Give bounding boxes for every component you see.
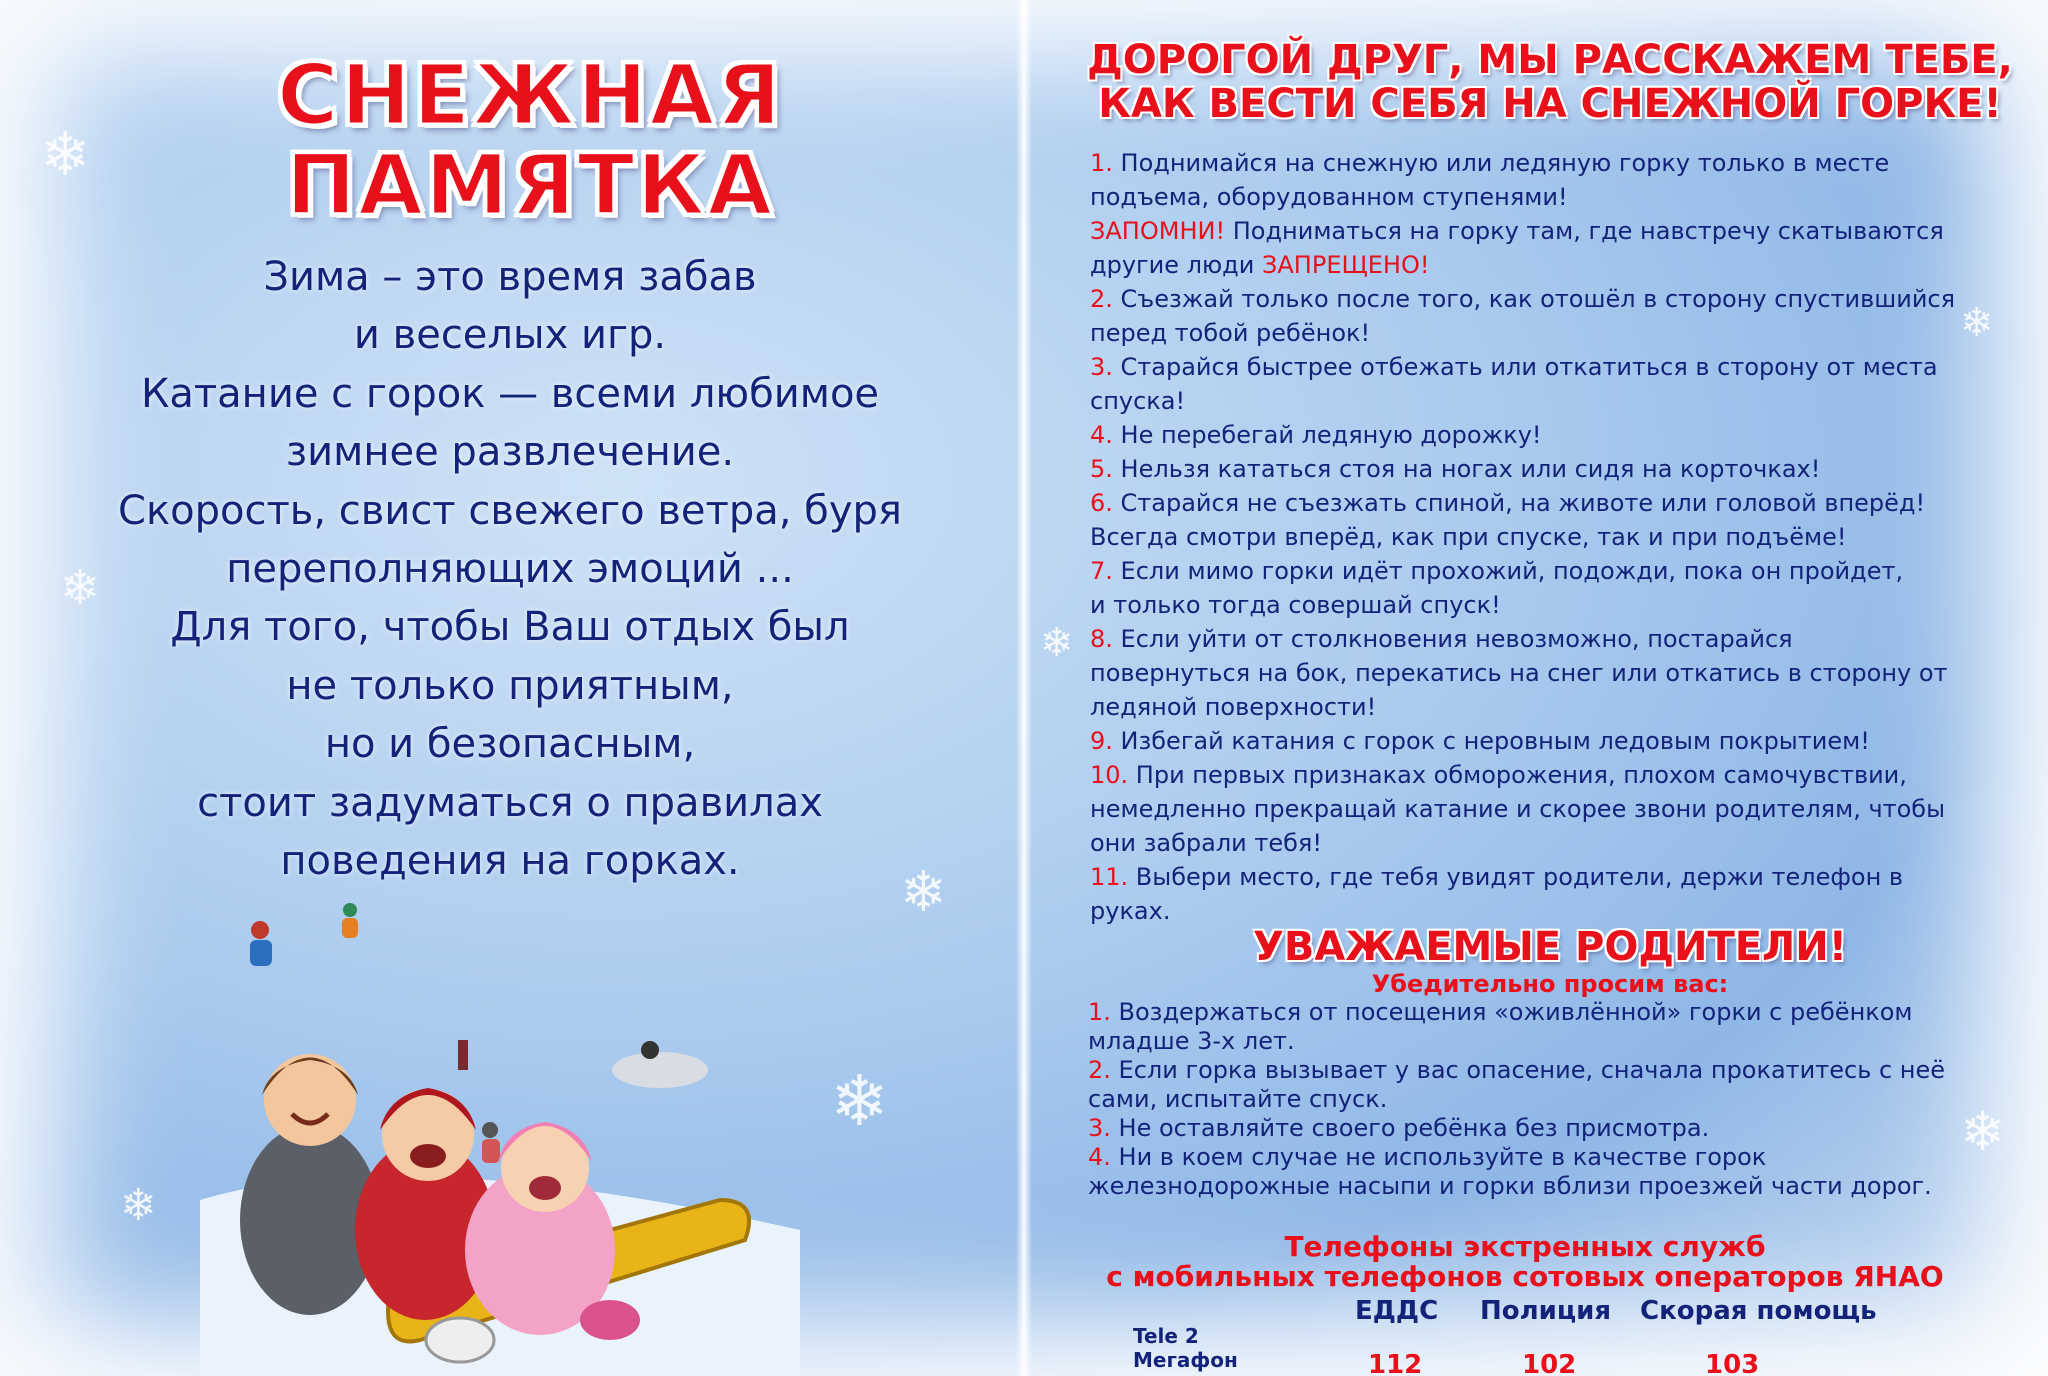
- snowflake-icon: ❄: [120, 1180, 157, 1231]
- parents-text: Ни в коем случае не используйте в качестве горок: [1110, 1143, 1767, 1171]
- rule-text: Избегай катания с горок с неровным ледовым покрытием!: [1112, 727, 1870, 755]
- rule-number: 4.: [1090, 421, 1113, 449]
- parents-number: 2.: [1088, 1056, 1111, 1084]
- parents-line: [1088, 1056, 2008, 1085]
- page-divider: [1016, 0, 1032, 1376]
- rule-text: Нельзя кататься стоя на ногах или сидя на корточках!: [1112, 455, 1821, 483]
- phones-title: [1090, 1232, 1960, 1292]
- parents-title: УВАЖАЕМЫЕ РОДИТЕЛИ!: [1252, 924, 1847, 970]
- rule-number: 6.: [1090, 489, 1113, 517]
- intro-line: не только приятным,: [286, 662, 734, 709]
- parents-line: [1088, 1143, 2008, 1172]
- rule-text: Подниматься на горку там, где навстречу скатываются: [1225, 217, 1944, 245]
- rules-list: [1090, 146, 2002, 928]
- rule-text: Старайся быстрее отбежать или откатиться в сторону от места: [1112, 353, 1938, 381]
- rule-number: 9.: [1090, 727, 1113, 755]
- memo-title-line: ПАМЯТКА: [285, 136, 775, 234]
- rule-line: [1090, 894, 2002, 928]
- rule-line: [1090, 826, 2002, 860]
- parents-line: [1088, 1172, 2008, 1201]
- intro-text: [90, 248, 930, 890]
- rule-forbidden: ЗАПРЕЩЕНО!: [1262, 251, 1430, 279]
- phones-header-ambulance: Скорая помощь: [1640, 1296, 1877, 1326]
- rule-text: Выбери место, где тебя увидят родители, держи телефон в: [1128, 863, 1904, 891]
- phone-number-edds: 112: [1368, 1350, 1423, 1376]
- rule-text: Если мимо горки идёт прохожий, подожди, пока он пройдет,: [1112, 557, 1904, 585]
- rule-number: 7.: [1090, 557, 1113, 585]
- intro-line: и веселых игр.: [353, 312, 667, 359]
- rule-number: 3.: [1090, 353, 1113, 381]
- parents-text: Не оставляйте своего ребёнка без присмотра.: [1110, 1114, 1710, 1142]
- rule-number: 8.: [1090, 625, 1113, 653]
- rule-line: [1090, 520, 2002, 554]
- rule-line: [1090, 384, 2002, 418]
- rule-text: перед тобой ребёнок!: [1090, 319, 1371, 347]
- rule-number: 1.: [1090, 149, 1113, 177]
- intro-line: зимнее развлечение.: [285, 429, 735, 476]
- rule-text: они забрали тебя!: [1090, 829, 1322, 857]
- children-sledding-illustration: [200, 900, 800, 1376]
- rule-line: [1090, 622, 2002, 656]
- operator-name: Tele 2: [1133, 1324, 1199, 1348]
- rule-text: спуска!: [1090, 387, 1186, 415]
- memo-title-line: СНЕЖНАЯ: [276, 46, 784, 144]
- rule-line: [1090, 214, 2002, 248]
- memo-title: [270, 46, 790, 234]
- snowflake-icon: ❄: [1960, 1100, 2006, 1163]
- intro-line: но и безопасным,: [324, 721, 696, 768]
- intro-line: стоит задуматься о правилах: [197, 779, 823, 826]
- parents-text: Воздержаться от посещения «оживлённой» горки с ребёнком: [1110, 998, 1913, 1026]
- rule-line: [1090, 860, 2002, 894]
- parents-subtitle: Убедительно просим вас:: [1371, 970, 1729, 998]
- rule-text: ледяной поверхности!: [1090, 693, 1377, 721]
- parents-line: [1088, 998, 2008, 1027]
- intro-line: Зима – это время забав: [263, 254, 757, 300]
- rule-line: [1090, 248, 2002, 282]
- parents-number: 1.: [1088, 998, 1111, 1026]
- phone-number-police: 102: [1522, 1350, 1577, 1376]
- rule-line: [1090, 758, 2002, 792]
- rule-text: Не перебегай ледяную дорожку!: [1112, 421, 1542, 449]
- parents-list: [1088, 998, 2008, 1201]
- snowflake-icon: ❄: [40, 120, 91, 190]
- rule-text: другие люди: [1090, 251, 1262, 279]
- phone-number-ambulance: 103: [1705, 1350, 1760, 1376]
- rule-line: [1090, 656, 2002, 690]
- snowflake-icon: ❄: [1960, 300, 1994, 346]
- intro-line: Катание с горок — всеми любимое: [140, 370, 880, 417]
- snowflake-icon: ❄: [1040, 620, 1074, 666]
- phones-title-line: с мобильных телефонов сотовых операторов ЯНАО: [1106, 1260, 1944, 1293]
- rule-text: повернуться на бок, перекатись на снег или откатись в сторону от: [1090, 659, 1948, 687]
- rule-warning: ЗАПОМНИ!: [1090, 217, 1226, 245]
- rule-text: подъема, оборудованном ступенями!: [1090, 183, 1568, 211]
- rule-number: 11.: [1090, 863, 1129, 891]
- rule-text: Всегда смотри вперёд, как при спуске, так и при подъёме!: [1090, 523, 1847, 551]
- rule-text: и только тогда совершай спуск!: [1090, 591, 1501, 619]
- rule-number: 2.: [1090, 285, 1113, 313]
- intro-line: переполняющих эмоций ...: [226, 546, 794, 593]
- rule-line: [1090, 690, 2002, 724]
- rules-title: [1080, 38, 2020, 126]
- phones-header-police: Полиция: [1480, 1296, 1612, 1326]
- rule-number: 5.: [1090, 455, 1113, 483]
- rule-text: Если уйти от столкновения невозможно, постарайся: [1112, 625, 1793, 653]
- rule-line: [1090, 724, 2002, 758]
- rule-line: [1090, 282, 2002, 316]
- rule-line: [1090, 588, 2002, 622]
- parents-text: железнодорожные насыпи и горки вблизи проезжей части дорог.: [1088, 1172, 1932, 1200]
- parents-number: 4.: [1088, 1143, 1111, 1171]
- rule-line: [1090, 146, 2002, 180]
- operator-name: Мегафон: [1133, 1348, 1238, 1372]
- snowflake-icon: ❄: [830, 1060, 889, 1142]
- rule-text: Поднимайся на снежную или ледяную горку только в месте: [1112, 149, 1890, 177]
- parents-text: младше 3-х лет.: [1088, 1027, 1295, 1055]
- rule-text: Съезжай только после того, как отошёл в сторону спустившийся: [1112, 285, 1956, 313]
- phones-title-line: Телефоны экстренных служб: [1284, 1230, 1766, 1263]
- rule-line: [1090, 316, 2002, 350]
- rule-text: При первых признаках обморожения, плохом самочувствии,: [1128, 761, 1907, 789]
- rule-text: руках.: [1090, 897, 1171, 925]
- parents-text: Если горка вызывает у вас опасение, сначала прокатитесь с неё: [1110, 1056, 1946, 1084]
- parents-line: [1088, 1114, 2008, 1143]
- snowflake-icon: ❄: [60, 560, 101, 616]
- snowflake-icon: ❄: [900, 860, 947, 925]
- intro-line: поведения на горках.: [280, 838, 740, 885]
- rule-text: немедленно прекращай катание и скорее звони родителям, чтобы: [1090, 795, 1946, 823]
- rules-title-line: ДОРОГОЙ ДРУГ, МЫ РАССКАЖЕМ ТЕБЕ,: [1087, 37, 2013, 83]
- rule-line: [1090, 554, 2002, 588]
- rule-line: [1090, 452, 2002, 486]
- parents-line: [1088, 1027, 2008, 1056]
- rule-line: [1090, 486, 2002, 520]
- intro-line: Для того, чтобы Ваш отдых был: [170, 604, 850, 651]
- rule-number: 10.: [1090, 761, 1129, 789]
- parents-text: сами, испытайте спуск.: [1088, 1085, 1388, 1113]
- rule-line: [1090, 350, 2002, 384]
- rule-line: [1090, 418, 2002, 452]
- parents-number: 3.: [1088, 1114, 1111, 1142]
- rule-line: [1090, 180, 2002, 214]
- rules-title-line: КАК ВЕСТИ СЕБЯ НА СНЕЖНОЙ ГОРКЕ!: [1098, 81, 2002, 127]
- rule-line: [1090, 792, 2002, 826]
- intro-line: Скорость, свист свежего ветра, буря: [118, 487, 902, 534]
- parents-line: [1088, 1085, 2008, 1114]
- phones-header-edds: ЕДДС: [1355, 1296, 1439, 1326]
- rule-text: Старайся не съезжать спиной, на животе или головой вперёд!: [1112, 489, 1926, 517]
